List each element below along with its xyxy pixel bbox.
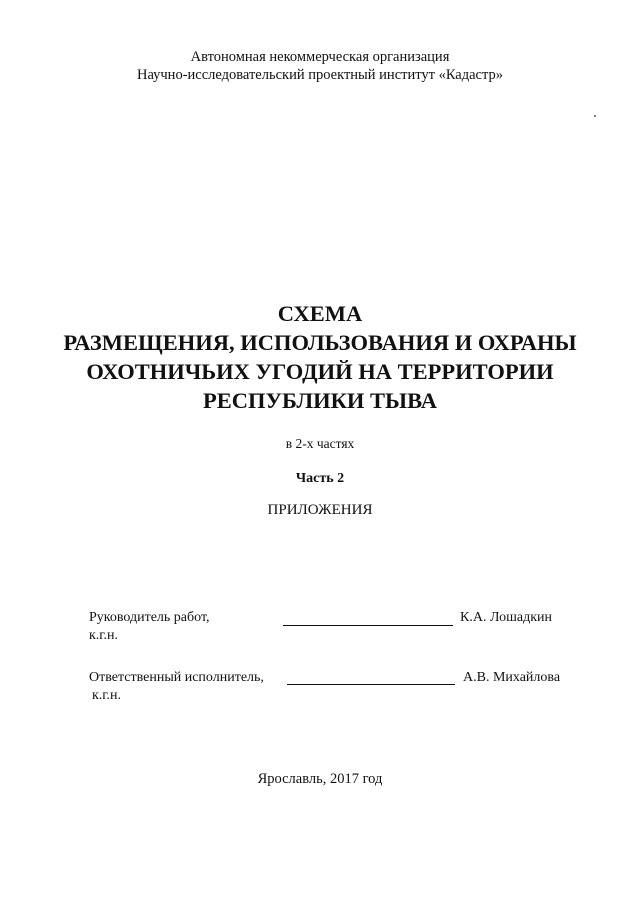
signature-line-executor	[287, 684, 455, 685]
organization-type: Автономная некоммерческая организация	[190, 49, 450, 65]
document-title-line-2: РАЗМЕЩЕНИЯ, ИСПОЛЬЗОВАНИЯ И ОХРАНЫ	[63, 330, 577, 355]
document-title-line-4: РЕСПУБЛИКИ ТЫВА	[203, 388, 437, 413]
organization-name: Научно-исследовательский проектный институт «Кадастр»	[136, 67, 504, 83]
signatory-role-executor: Ответственный исполнитель,	[89, 670, 264, 685]
document-title-line-1: СХЕМА	[277, 301, 363, 326]
signatory-name-head: К.А. Лошадкин	[460, 610, 552, 625]
city-and-year: Ярославль, 2017 год	[257, 771, 383, 787]
appendix-heading: ПРИЛОЖЕНИЯ	[267, 502, 373, 518]
signatory-name-executor: А.В. Михайлова	[463, 670, 561, 685]
scan-speck	[594, 115, 596, 117]
parts-note: в 2-х частях	[285, 436, 355, 451]
signature-line-head	[283, 625, 453, 626]
document-title-line-3: ОХОТНИЧЬИХ УГОДИЙ НА ТЕРРИТОРИИ	[86, 359, 554, 384]
signatory-degree-head: к.г.н.	[89, 628, 118, 643]
signatory-degree-executor: к.г.н.	[92, 688, 121, 703]
part-label: Часть 2	[295, 471, 345, 486]
signatory-role-head: Руководитель работ,	[89, 610, 210, 625]
